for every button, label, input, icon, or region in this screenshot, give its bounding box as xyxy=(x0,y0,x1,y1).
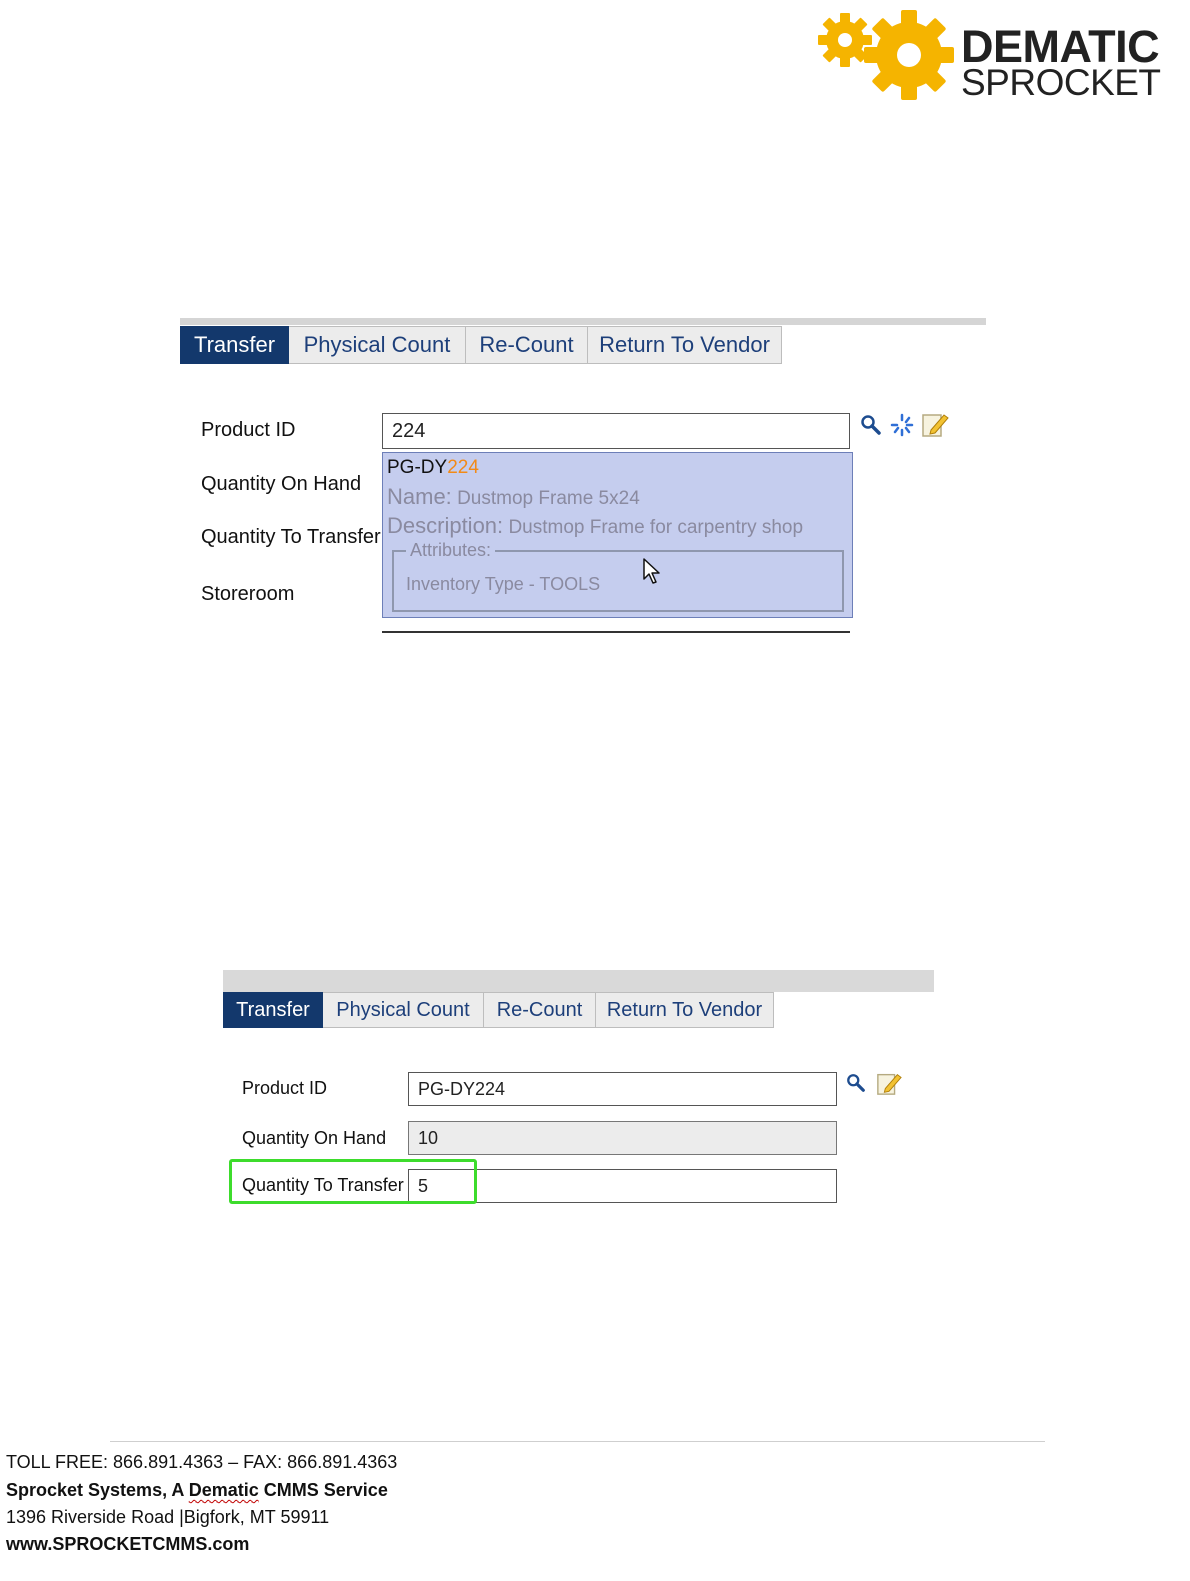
edit-note-icon[interactable] xyxy=(920,410,950,438)
suggestion-code xyxy=(387,457,479,479)
product-id-input[interactable]: 224 xyxy=(382,413,850,449)
suggestion-description-label: Description: xyxy=(387,513,504,538)
tab-bar xyxy=(180,326,782,364)
mouse-cursor-icon xyxy=(642,557,666,587)
product-id-label: Product ID xyxy=(201,419,296,441)
footer-address: 1396 Riverside Road |Bigfork, MT 59911 xyxy=(6,1507,330,1527)
attributes-legend: Attributes: xyxy=(406,540,495,561)
product-id-label: Product ID xyxy=(242,1078,328,1098)
logo-text-sprocket: SPROCKET xyxy=(961,62,1161,103)
tab-re-count[interactable]: Re-Count xyxy=(466,326,588,364)
tab-physical-count[interactable]: Physical Count xyxy=(323,992,484,1028)
tab-transfer[interactable]: Transfer xyxy=(223,992,323,1028)
attribute-inventory-type: Inventory Type - TOOLS xyxy=(406,574,601,594)
footer-phone: TOLL FREE: 866.891.4363 – FAX: 866.891.4363 xyxy=(6,1452,398,1472)
footer-company-dematic: Dematic xyxy=(188,1480,259,1500)
footer-company-part1: Sprocket Systems, A xyxy=(6,1480,189,1500)
suggestion-name-label: Name: xyxy=(387,484,452,509)
footer-company-part3: CMMS Service xyxy=(258,1480,388,1500)
autocomplete-suggestion[interactable] xyxy=(382,452,853,618)
tab-re-count[interactable]: Re-Count xyxy=(484,992,596,1028)
highlight-box xyxy=(229,1159,477,1204)
loading-spinner-icon xyxy=(888,412,916,438)
quantity-on-hand-label: Quantity On Hand xyxy=(201,473,362,495)
edit-note-icon[interactable] xyxy=(875,1070,903,1096)
logo-text-dematic: DEMATIC xyxy=(961,21,1160,72)
quantity-to-transfer-label: Quantity To Transfer xyxy=(201,526,381,548)
product-id-input[interactable]: PG-DY224 xyxy=(408,1072,837,1106)
tab-bar xyxy=(223,992,774,1028)
search-icon[interactable] xyxy=(846,1073,866,1093)
suggestion-name-value: Dustmop Frame 5x24 xyxy=(457,488,640,509)
quantity-to-transfer-label: Quantity To Transfer xyxy=(242,1175,404,1195)
suggestion-code-match: 224 xyxy=(447,457,479,478)
suggestion-description xyxy=(387,513,803,539)
search-icon[interactable] xyxy=(860,414,882,436)
storeroom-field-edge xyxy=(382,631,850,633)
storeroom-label: Storeroom xyxy=(201,583,295,605)
dematic-sprocket-logo xyxy=(815,8,1177,104)
quantity-on-hand-label: Quantity On Hand xyxy=(242,1128,387,1148)
tab-physical-count[interactable]: Physical Count xyxy=(289,326,466,364)
quantity-on-hand-field: 10 xyxy=(408,1121,837,1155)
top-bar xyxy=(180,318,986,325)
top-bar xyxy=(223,970,934,992)
tab-return-to-vendor[interactable]: Return To Vendor xyxy=(596,992,774,1028)
footer-divider xyxy=(110,1441,1045,1442)
tab-return-to-vendor[interactable]: Return To Vendor xyxy=(588,326,782,364)
footer-company xyxy=(6,1480,388,1501)
tab-transfer[interactable]: Transfer xyxy=(180,326,289,364)
gears-icon xyxy=(815,8,955,104)
suggestion-code-prefix: PG-DY xyxy=(387,457,448,478)
suggestion-attributes xyxy=(392,540,844,612)
suggestion-description-value: Dustmop Frame for carpentry shop xyxy=(508,517,804,538)
footer-website[interactable]: www.SPROCKETCMMS.com xyxy=(6,1534,250,1554)
suggestion-name xyxy=(387,484,640,510)
quantity-to-transfer-input[interactable]: 5 xyxy=(408,1169,837,1203)
